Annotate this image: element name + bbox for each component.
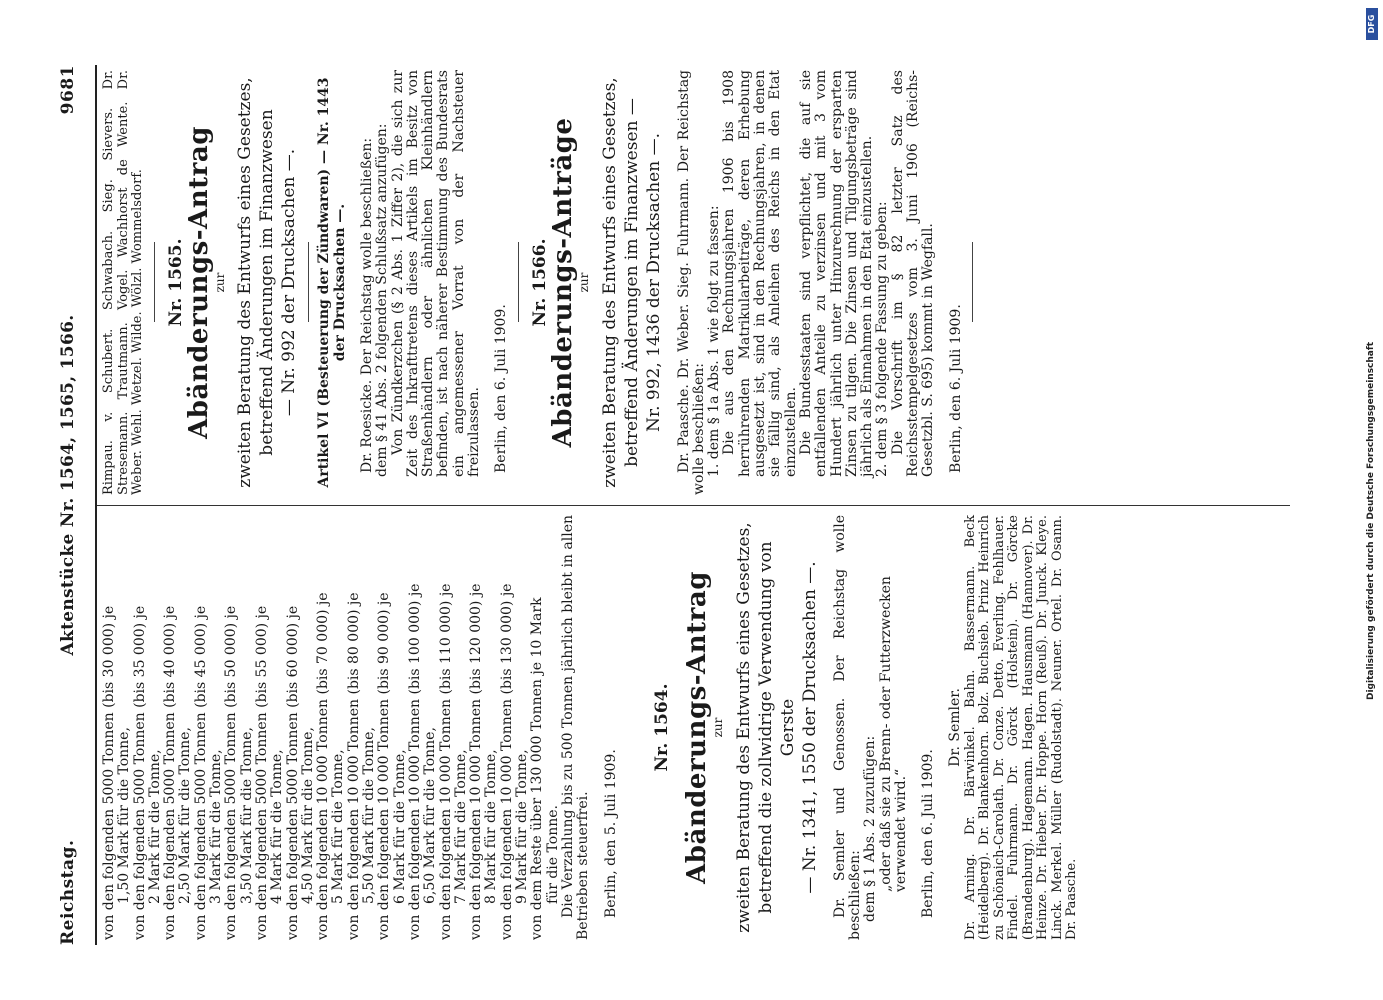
motion-title: Abänderungs-Anträge	[547, 117, 578, 448]
tariff-line: 4 Mark für die Tonne,	[269, 749, 286, 904]
motion-item: 1. dem § 1a Abs. 1 wie folgt zu fassen:	[706, 205, 723, 477]
tariff-line: 3,50 Mark für die Tonne,	[238, 727, 255, 904]
page-number: 9681	[58, 65, 78, 115]
tariff-line: von den folgenden 10 000 Tonnen (bis 70 000) je	[315, 592, 332, 940]
tariff-line: von den folgenden 10 000 Tonnen (bis 90 000) je	[376, 592, 393, 940]
motion-intro: Dr. Roesicke. Der Reichstag wolle beschließen:	[358, 137, 375, 473]
date-line: Berlin, den 6. Juli 1909.	[947, 304, 964, 473]
tariff-line: 5,50 Mark für die Tonne,	[361, 727, 378, 904]
tariff-line: 8 Mark für die Tonne,	[483, 749, 500, 904]
motion-1566	[529, 70, 973, 495]
motion-1565	[165, 70, 519, 495]
separator	[308, 243, 309, 323]
motion-drucksachen: Nr. 992, 1436 der Drucksachen —.	[643, 133, 664, 433]
tariff-line: von den folgenden 5000 Tonnen (bis 30 000) je	[101, 605, 117, 940]
date-line: Berlin, den 6. Juli 1909.	[920, 749, 937, 918]
tax-exemption-paragraph: Die Verzahlung bis zu 500 Tonnen jährlich bleibt in allen Betrieben steuerfrei.	[559, 515, 592, 940]
tariff-line: für die Tonne.	[544, 805, 561, 904]
date-line: Berlin, den 6. Juli 1909.	[493, 304, 510, 473]
column-divider	[97, 505, 1290, 506]
motion-text: Von Zündkerzchen (§ 2 Abs. 1 Ziffer 2), die sich zur Zeit des Inkrafttretens dieses Artikels im Besitz von Straßenhändlern oder ähnlichen Kleinhändlern befinden, ist nach näherer Bestimmung des Bundesrats ein angemessener Vorrat von der Nachsteuer freizulassen.	[389, 70, 483, 477]
tariff-line: 5 Mark für die Tonne,	[330, 749, 347, 904]
dfg-logo	[1366, 8, 1378, 40]
separator	[154, 243, 155, 323]
motion-drucksachen: — Nr. 992 der Drucksachen —.	[279, 148, 300, 417]
tariff-line: 1,50 Mark für die Tonne,	[116, 727, 133, 904]
tariff-line: von dem Reste über 130 000 Tonnen je 10 Mark	[529, 597, 546, 940]
separator	[518, 243, 519, 323]
motion-quote: „oder daß sie zu Brenn- oder Futterzwecken verwendet wird.“	[877, 576, 909, 892]
tariff-line: von den folgenden 5000 Tonnen (bis 40 000) je	[162, 605, 179, 940]
motion-intro: Dr. Paasche. Dr. Weber. Sieg. Fuhrmann. Der Reichstag wolle beschließen:	[675, 70, 707, 495]
motion-title: Abänderungs-Antrag	[183, 126, 214, 439]
tariff-line: von den folgenden 10 000 Tonnen (bis 120 000) je	[468, 583, 485, 940]
tariff-line: 4,50 Mark für die Tonne,	[299, 727, 316, 904]
motion-zur: zur	[577, 272, 592, 293]
motion-item: dem § 41 Abs. 2 folgenden Schlußsatz anzufügen:	[374, 123, 391, 477]
motion-zur: zur	[213, 272, 228, 293]
page-header	[52, 65, 92, 945]
tariff-line: 3 Mark für die Tonne,	[208, 749, 225, 904]
tariff-line: von den folgenden 10 000 Tonnen (bis 130 000) je	[498, 583, 515, 940]
cosigners-continued: Rimpau. v. Schubert. Schwabach. Sieg. Sievers. Dr. Stresemann. Trautmann. Vogel. Wachhorst de Wente. Dr. Weber. Wehl. Wetzel. Wilde. Wölzl. Wommelsdorf.	[101, 70, 145, 495]
header-title: Aktenstücke Nr. 1564, 1565, 1566.	[58, 314, 78, 656]
separator	[972, 243, 973, 323]
right-column	[102, 70, 981, 495]
tariff-table	[102, 515, 561, 940]
left-column	[102, 515, 1080, 940]
motion-number: Nr. 1566.	[529, 238, 550, 327]
motion-drucksachen: — Nr. 1341, 1550 der Drucksachen —.	[799, 561, 820, 894]
motion-number: Nr. 1564.	[651, 683, 672, 772]
motion-subject: zweiten Beratung des Entwurfs eines Gesetzes, betreffend die zollwidrige Verwendung von Gerste	[733, 522, 798, 933]
article-heading: Artikel VI (Besteuerung der Zündwaren) — Nr. 1443 der Drucksachen —.	[316, 77, 348, 488]
cosigners: Dr. Arning. Dr. Bärwinkel. Bahn. Bassermann. Beck (Heidelberg). Dr. Blankenhorn. Bolz. Buchsieb. Prinz Heinrich zu Schönaich-Carolath. Dr. Conze. Detto. Everling. Fehlhauer. Findel. Fuhrmann. Dr. Görck (Holstein). Dr. Görcke (Brandenburg). Hagemann. Hagen. Hausmann (Hannover). Dr. Heinze. Dr. Hieber. Dr. Hoppe. Horn (Reuß). Dr. Junck. Kleye. Linck. Merkel. Müller (Rudolstadt). Neuner. Ortel. Dr. Osann. Dr. Paasche.	[962, 515, 1080, 940]
tariff-line: 7 Mark für die Tonne,	[452, 749, 469, 904]
motion-item: dem § 1 Abs. 2 zuzufügen:	[862, 735, 879, 922]
motion-subject: zweiten Beratung des Entwurfs eines Gesetzes, betreffend Änderungen im Finanzwesen	[235, 77, 278, 488]
motion-number: Nr. 1565.	[165, 238, 186, 327]
date-line: Berlin, den 5. Juli 1909.	[602, 749, 619, 918]
tariff-line: 2 Mark für die Tonne,	[146, 749, 163, 904]
motion-zur: zur	[711, 717, 726, 738]
motion-text: Die Bundesstaaten sind verpflichtet, die auf sie entfallenden Anteile zu verzinsen und mit 3 vom Hundert jährlich unter Hinzurechnung der ersparten Zinsen zu tilgen. Die Zinsen und Tilgungsbeträge sind jährlich als Einnahmen in den Etat einzustellen.	[797, 70, 876, 477]
tariff-line: von den folgenden 10 000 Tonnen (bis 110 000) je	[437, 583, 454, 940]
tariff-line: 6 Mark für die Tonne,	[391, 749, 408, 904]
motion-text: Die Vorschrift im § 82 letzter Satz des Reichsstempelgesetzes vom 3. Juni 1906 (Reichs-Gesetzbl. S. 695) kommt in Wegfall.	[889, 70, 937, 477]
motion-intro: Dr. Semler und Genossen. Der Reichstag wolle beschließen:	[831, 515, 863, 940]
motion-subject: zweiten Beratung des Entwurfs eines Gesetzes, betreffend Änderungen im Finanzwesen —	[599, 77, 642, 488]
dfg-logo-label: DFG	[1367, 14, 1376, 34]
tariff-line: von den folgenden 10 000 Tonnen (bis 100 000) je	[406, 583, 423, 940]
motion-item: 2. dem § 3 folgende Fassung zu geben:	[874, 201, 891, 477]
tariff-line: 6,50 Mark für die Tonne,	[422, 727, 439, 904]
tariff-line: von den folgenden 5000 Tonnen (bis 35 000) je	[131, 605, 148, 940]
motion-text: Die aus den Rechnungsjahren 1906 bis 1908 herrührenden Matrikularbeiträge, deren Erhebung ausgesetzt ist, sind in den Rechnungsjahren, in denen sie fällig sind, als Anleihen des Reichs in den Etat einzustellen.	[721, 70, 799, 477]
tariff-line: von den folgenden 5000 Tonnen (bis 55 000) je	[253, 605, 270, 940]
tariff-line: von den folgenden 5000 Tonnen (bis 50 000) je	[223, 605, 240, 940]
header-reichstag: Reichstag.	[58, 839, 78, 945]
tariff-line: 9 Mark für die Tonne,	[514, 749, 531, 904]
signer: Dr. Semler.	[947, 688, 964, 767]
tariff-line: von den folgenden 5000 Tonnen (bis 60 000) je	[284, 605, 301, 940]
tariff-line: 2,50 Mark für die Tonne,	[177, 727, 194, 904]
motion-1564	[651, 515, 1080, 940]
funding-note	[1362, 140, 1380, 700]
motion-title: Abänderungs-Antrag	[682, 571, 713, 884]
tariff-line: von den folgenden 5000 Tonnen (bis 45 000) je	[192, 605, 209, 940]
funding-note-text: Digitalisierung gefördert durch die Deutsche Forschungsgemeinschaft	[1366, 341, 1376, 700]
tariff-line: von den folgenden 10 000 Tonnen (bis 80 000) je	[345, 592, 362, 940]
